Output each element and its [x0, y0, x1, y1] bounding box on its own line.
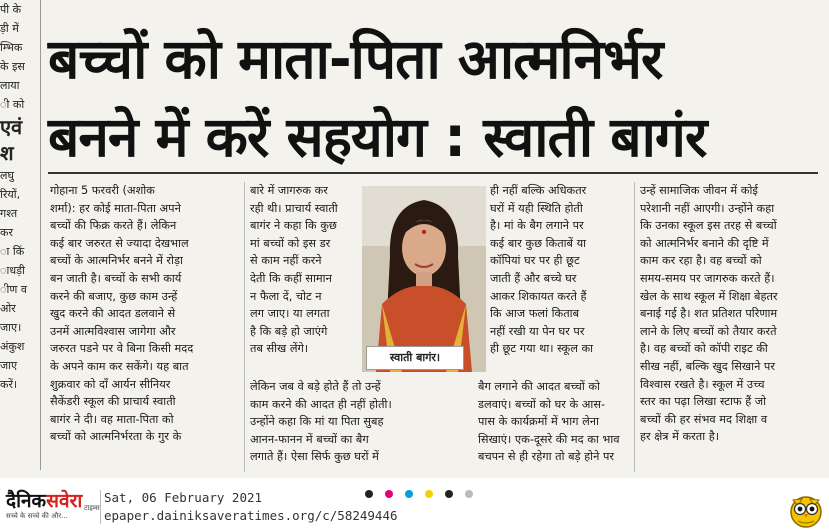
text-line: को आत्मनिर्भर बनाने की दृष्टि में [640, 236, 769, 250]
text-line: लघु [0, 169, 14, 182]
registration-dot [445, 490, 453, 498]
text-line: लगाते हैं। ऐसा सिर्फ कुछ घरों में [250, 450, 379, 464]
text-line: जाए [0, 359, 18, 372]
text-line: समय-समय पर जागरुक करते हैं। [640, 271, 775, 285]
text-line: बचपन से ही रहेगा तो बड़े होने पर [478, 450, 615, 464]
text-line: हर क्षेत्र में करता है। [640, 430, 720, 444]
text-line: बच्चों के आत्मनिर्भर बनने में रोड़ा [50, 254, 183, 268]
portrait-illustration [362, 186, 486, 372]
text-line: खुद करने की आदत डलवाने से [50, 307, 176, 321]
text-line: ओर [0, 302, 16, 315]
text-line: है। मां के बैग लगाने पर [490, 219, 584, 233]
text-line: रही थी। प्राचार्य स्वाती [250, 201, 338, 215]
text-line: करें। [0, 378, 18, 391]
text-line: सैकेंडरी स्कूल की प्राचार्य स्वाती [50, 395, 176, 409]
text-line: लाया [0, 79, 20, 92]
headline [48, 20, 828, 176]
text-line: शर्मा): हर कोई माता-पिता अपने [50, 201, 181, 215]
text-line: के इस [0, 60, 25, 73]
article-column-4 [640, 182, 822, 446]
text-line: है कि बड़े हो जाएंगे [250, 324, 328, 338]
text-line: से काम नहीं करने [250, 254, 322, 268]
text-line: घरों में यही स्थिति होती [490, 201, 583, 215]
text-line: उन्हें सामाजिक जीवन में कोई [640, 184, 758, 197]
text-line: देती कि कहीं सामान [250, 271, 332, 285]
text-line: आकर शिकायत करते हैं [490, 289, 587, 303]
text-line: लाने के लिए बच्चों को तैयार करते [640, 324, 777, 338]
registration-dot [425, 490, 433, 498]
text-line: लेकिन जब वे बड़े होते हैं तो उन्हें [250, 380, 381, 393]
column-separator [244, 182, 245, 472]
text-line: मां बच्चों को इस डर [250, 236, 331, 250]
text-line: बागंर ने दी। वह माता-पिता को [50, 412, 174, 426]
epaper-link[interactable]: epaper.dainiksaveratimes.org/c/58249446 [104, 508, 398, 523]
registration-dot [365, 490, 373, 498]
text-line: खेल के साथ स्कूल में शिक्षा बेहतर [640, 289, 778, 303]
portrait-photo [362, 186, 486, 372]
publication-date: Sat, 06 February 2021 [104, 490, 263, 505]
text-line: ड़ी में [0, 22, 19, 35]
text-line: ीण व [0, 283, 27, 296]
previous-article-lines-top [0, 0, 40, 114]
previous-article-column [0, 0, 40, 478]
text-line: करने की बजाए, कुछ काम उन्हें [50, 289, 178, 303]
text-line: स्तर का पढ़ा लिखा स्टाफ हैं जो [640, 395, 767, 409]
text-line: जाए। [0, 321, 22, 334]
text-line: बैग लगाने की आदत बच्चों को [478, 380, 600, 393]
text-line: एवं [0, 115, 23, 139]
text-line: पास के कार्यक्रमों में भाग लेना [478, 415, 599, 429]
text-line: नहीं रखी या पेन घर पर [490, 324, 585, 338]
article-column-1 [50, 182, 228, 446]
text-line: सीख नहीं, बल्कि खुद सिखाने पर [640, 359, 775, 373]
text-line: रियों, [0, 188, 21, 201]
text-line: म्भिक [0, 41, 23, 54]
article-column-2-top [250, 182, 360, 358]
column-separator [634, 182, 635, 472]
text-line: कॉपियां घर पर ही छूट [490, 254, 580, 268]
text-line: श [0, 141, 14, 165]
text-line: बच्चों को आत्मनिर्भरता के गुर के [50, 430, 182, 444]
text-line: कि आज फलां किताब [490, 307, 580, 321]
text-line: बागंर ने कहा कि कुछ [250, 219, 337, 233]
article-column-2-bottom [250, 378, 475, 466]
registration-dot [405, 490, 413, 498]
text-line: बारे में जागरुक कर [250, 184, 328, 197]
logo-text-part-1: दैनिक [6, 490, 47, 512]
text-line: ा किं [0, 245, 25, 258]
text-line: बच्चों की हर संभव मद शिक्षा व [640, 412, 768, 426]
text-line: सिखाएं। एक-दूसरे की मद का भाव [478, 432, 620, 446]
text-line: उनमें आत्मविश्वास जागेगा और [50, 324, 176, 338]
text-line: जाती हैं और बच्चे घर [490, 271, 577, 285]
headline-line-2: बनने में करें सहयोग : स्वाती बागंर [48, 105, 707, 169]
text-line: गोहाना 5 फरवरी (अशोक [50, 184, 155, 197]
text-line: डलवाएं। बच्चों को घर के आस- [478, 397, 606, 411]
registration-dot [385, 490, 393, 498]
text-line: बन जाती है। बच्चों के सभी कार्य [50, 271, 182, 285]
text-line: कि उनका स्कूल इस तरह से बच्चों [640, 219, 777, 233]
logo-suffix: टाइम्स [84, 504, 100, 512]
text-line: ाधड़ी [0, 264, 25, 277]
owl-icon [788, 490, 824, 528]
text-line: कई बार कुछ किताबें या [490, 236, 587, 250]
previous-article-heading [0, 114, 40, 166]
text-line: है। वह बच्चों को कॉपी राइट की [640, 342, 768, 356]
text-line: आनन-फानन में बच्चों का बैग [250, 432, 369, 446]
text-line: कर [0, 226, 13, 239]
logo-text-part-2: सवेरा [46, 490, 83, 512]
previous-article-lines-bottom [0, 166, 40, 394]
text-line: न फैला दें, चोट न [250, 289, 322, 303]
registration-dot [465, 490, 473, 498]
registration-marks [365, 483, 485, 491]
text-line: ही छूट गया था। स्कूल का [490, 342, 594, 356]
text-line: पी के [0, 3, 22, 16]
article-column-3-bottom [478, 378, 628, 466]
text-line: काम करने की आदत ही नहीं होती। [250, 397, 392, 411]
text-line: बनाई गई है। शत प्रतिशत परिणाम [640, 307, 778, 321]
text-line: शुक्रवार को दाँ आर्यन सीनियर [50, 377, 171, 391]
text-line: अंकुश [0, 340, 25, 353]
text-line: तब सीख लेंगे। [250, 342, 309, 356]
text-line: ी को [0, 98, 25, 111]
text-line: जरुरत पडने पर वे बिना किसी मदद [50, 342, 194, 356]
text-line: विश्वास रखते है। स्कूल में उच्च [640, 377, 765, 391]
logo-tagline: सच्चे के सच्चे की और... [6, 512, 68, 520]
text-line: उन्होंने कहा कि मां या पिता सुबह [250, 415, 384, 429]
text-line: परेशानी नहीं आएगी। उन्होंने कहा [640, 201, 775, 215]
text-line: काम कर रहा है। वह बच्चों को [640, 254, 762, 268]
photo-caption: स्वाती बागंर। [366, 346, 464, 370]
headline-rule [48, 172, 818, 174]
text-line: बच्चों की फिक्र करते हैं। लेकिन [50, 219, 177, 233]
article-column-3-top [490, 182, 630, 358]
text-line: कई बार जरुरत से ज्यादा देखभाल [50, 236, 189, 250]
column-divider [40, 0, 41, 470]
text-line: गश्त [0, 207, 18, 220]
text-line: लग जाए। या लगता [250, 307, 330, 321]
footer-divider [100, 490, 101, 524]
headline-line-1: बच्चों को माता-पिता आत्मनिर्भर [48, 27, 663, 91]
text-line: के अपने काम कर सकेंगे। यह बात [50, 359, 189, 373]
text-line: ही नहीं बल्कि अधिकतर [490, 184, 587, 197]
